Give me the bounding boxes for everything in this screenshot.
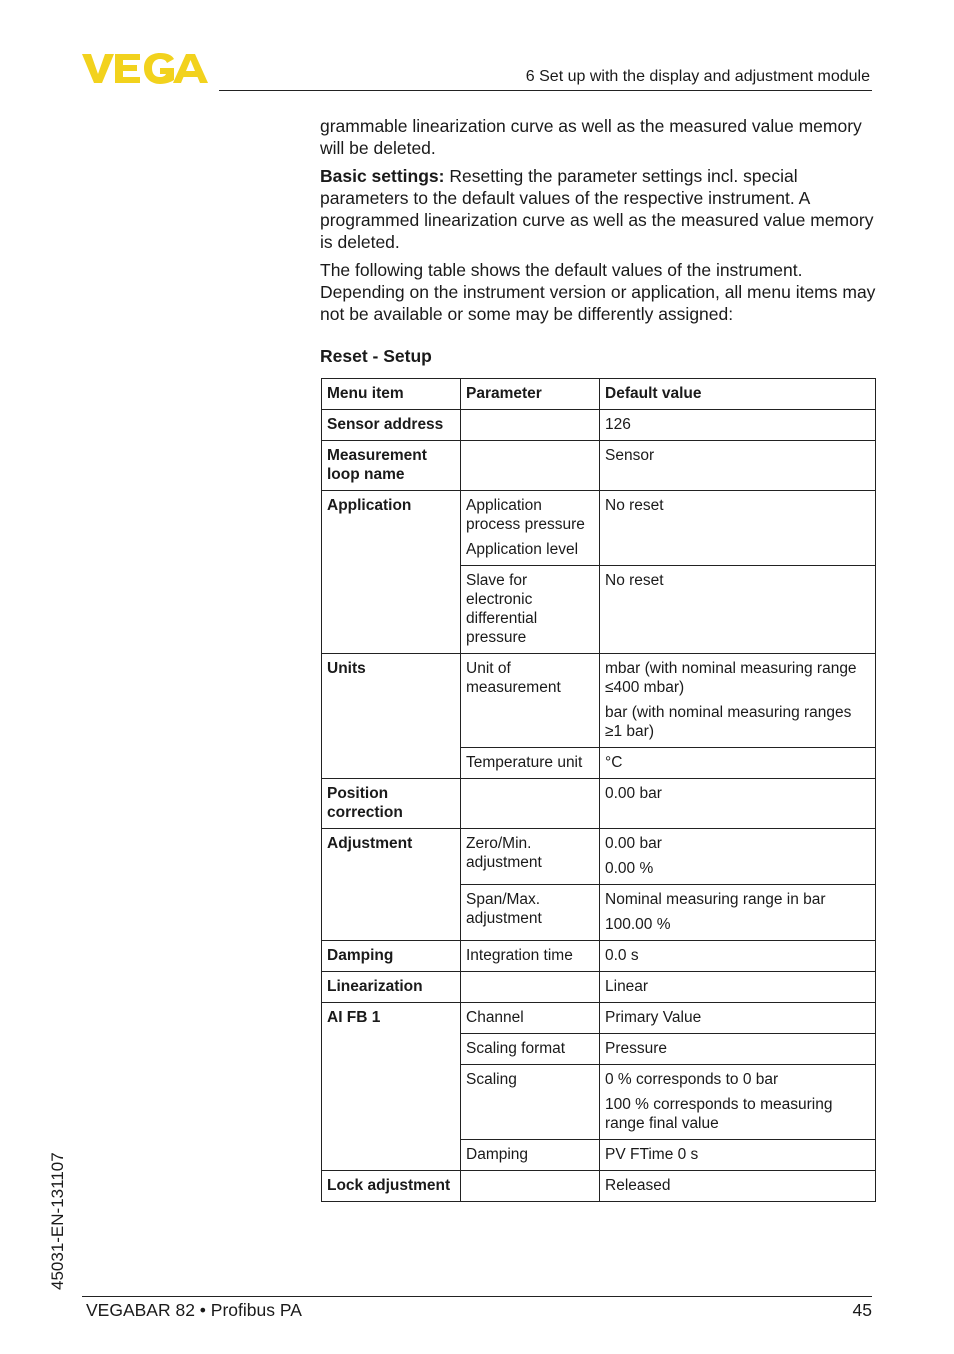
intro-paragraph-2: [320, 165, 880, 253]
section-title: Reset - Setup: [320, 346, 432, 366]
parameter-text: Zero/Min. adjustment: [466, 835, 542, 871]
table-row: [322, 654, 876, 748]
vega-logo: [82, 52, 212, 84]
default-value-text: mbar (with nominal measuring range ≤400 mbar): [605, 660, 857, 696]
cell-default-value: [600, 654, 876, 748]
parameter-text: Scaling format: [466, 1040, 566, 1057]
cell-default-value: [600, 829, 876, 885]
cell-default-value: [600, 779, 876, 829]
parameter-text: Damping: [466, 1146, 529, 1163]
table-header-menu-item: Menu item: [322, 379, 461, 410]
parameter-text: Integration time: [466, 947, 573, 964]
cell-menu-item: Position correction: [322, 779, 461, 829]
basic-settings-label: Basic settings:: [320, 166, 445, 186]
basic-settings-text: Resetting the parameter settings incl. special parameters to the default values of the respective instrument. A programmed linearization curve as well as the measured value memory is deleted.: [320, 166, 874, 252]
intro-paragraph-1: grammable linearization curve as well as the measured value memory will be deleted.: [320, 116, 862, 158]
cell-parameter: [461, 748, 600, 779]
parameter-text: Application process pressure: [466, 497, 585, 533]
default-value-text: 126: [605, 416, 631, 433]
cell-default-value: [600, 1034, 876, 1065]
parameter-text: Channel: [466, 1009, 524, 1026]
footer-rule: [82, 1296, 872, 1297]
default-value-text: No reset: [605, 572, 664, 589]
parameter-text: Application level: [466, 541, 579, 558]
cell-default-value: [600, 566, 876, 654]
default-value-text: 0.00 bar: [605, 785, 662, 802]
default-value-text: 100 % corresponds to measuring range final value: [605, 1096, 833, 1132]
page-number: 45: [852, 1300, 872, 1320]
default-value-text: Primary Value: [605, 1009, 702, 1026]
intro-paragraph-3: The following table shows the default values of the instrument. Depending on the instrument version or application, all menu items may not be available or some may be differently assigned:: [320, 260, 876, 324]
table-row: [322, 972, 876, 1003]
table-row: [322, 410, 876, 441]
cell-parameter: [461, 1065, 600, 1140]
default-value-text: Nominal measuring range in bar: [605, 891, 826, 908]
table-header-parameter: Parameter: [461, 379, 600, 410]
cell-default-value: [600, 1065, 876, 1140]
table-header-row: [322, 379, 876, 410]
reset-setup-table: [321, 378, 876, 1202]
table-row: [322, 441, 876, 491]
header-chapter: 6 Set up with the display and adjustment module: [525, 68, 870, 85]
table-row: [322, 1171, 876, 1202]
cell-default-value: [600, 410, 876, 441]
default-value-text: Pressure: [605, 1040, 668, 1057]
cell-menu-item: Damping: [322, 941, 461, 972]
cell-menu-item: AI FB 1: [322, 1003, 461, 1171]
cell-default-value: [600, 491, 876, 566]
default-value-text: Sensor: [605, 447, 655, 464]
cell-parameter: [461, 972, 600, 1003]
default-value-text: °C: [605, 754, 623, 771]
cell-parameter: [461, 1140, 600, 1171]
table-header-default-value: Default value: [600, 379, 876, 410]
parameter-text: Span/Max. adjustment: [466, 891, 542, 927]
default-value-text: PV FTime 0 s: [605, 1146, 699, 1163]
cell-menu-item: Measurement loop name: [322, 441, 461, 491]
footer-product: VEGABAR 82 • Profibus PA: [86, 1300, 302, 1320]
cell-default-value: [600, 441, 876, 491]
table-row: [322, 491, 876, 566]
default-value-text: 0.0 s: [605, 947, 639, 964]
cell-parameter: [461, 779, 600, 829]
cell-parameter: [461, 1003, 600, 1034]
cell-default-value: [600, 885, 876, 941]
cell-parameter: [461, 941, 600, 972]
cell-parameter: [461, 410, 600, 441]
cell-default-value: [600, 972, 876, 1003]
cell-parameter: [461, 441, 600, 491]
cell-menu-item: Lock adjustment: [322, 1171, 461, 1202]
default-value-text: Released: [605, 1177, 671, 1194]
cell-default-value: [600, 748, 876, 779]
default-value-text: Linear: [605, 978, 649, 995]
cell-menu-item: Adjustment: [322, 829, 461, 941]
cell-default-value: [600, 1140, 876, 1171]
table-row: [322, 829, 876, 885]
table-row: [322, 1003, 876, 1034]
cell-default-value: [600, 1171, 876, 1202]
cell-menu-item: Application: [322, 491, 461, 654]
default-value-text: 0.00 %: [605, 860, 654, 877]
cell-parameter: [461, 654, 600, 748]
table-body: [322, 410, 876, 1202]
default-value-text: bar (with nominal measuring ranges ≥1 bar): [605, 704, 852, 740]
cell-parameter: [461, 491, 600, 566]
cell-menu-item: Sensor address: [322, 410, 461, 441]
cell-parameter: [461, 829, 600, 885]
default-value-text: 100.00 %: [605, 916, 671, 933]
header-rule: [219, 90, 872, 91]
default-value-text: 0 % corresponds to 0 bar: [605, 1071, 779, 1088]
parameter-text: Scaling: [466, 1071, 517, 1088]
cell-menu-item: Linearization: [322, 972, 461, 1003]
cell-parameter: [461, 1034, 600, 1065]
intro-text: [320, 115, 880, 331]
parameter-text: Temperature unit: [466, 754, 583, 771]
table-row: [322, 941, 876, 972]
default-value-text: 0.00 bar: [605, 835, 662, 852]
cell-parameter: [461, 1171, 600, 1202]
parameter-text: Unit of measurement: [466, 660, 561, 696]
cell-default-value: [600, 941, 876, 972]
table-row: [322, 779, 876, 829]
parameter-text: Slave for electronic differential pressure: [466, 572, 538, 646]
cell-parameter: [461, 885, 600, 941]
cell-menu-item: Units: [322, 654, 461, 779]
default-value-text: No reset: [605, 497, 664, 514]
cell-parameter: [461, 566, 600, 654]
cell-default-value: [600, 1003, 876, 1034]
document-code: 45031-EN-131107: [48, 1152, 67, 1290]
